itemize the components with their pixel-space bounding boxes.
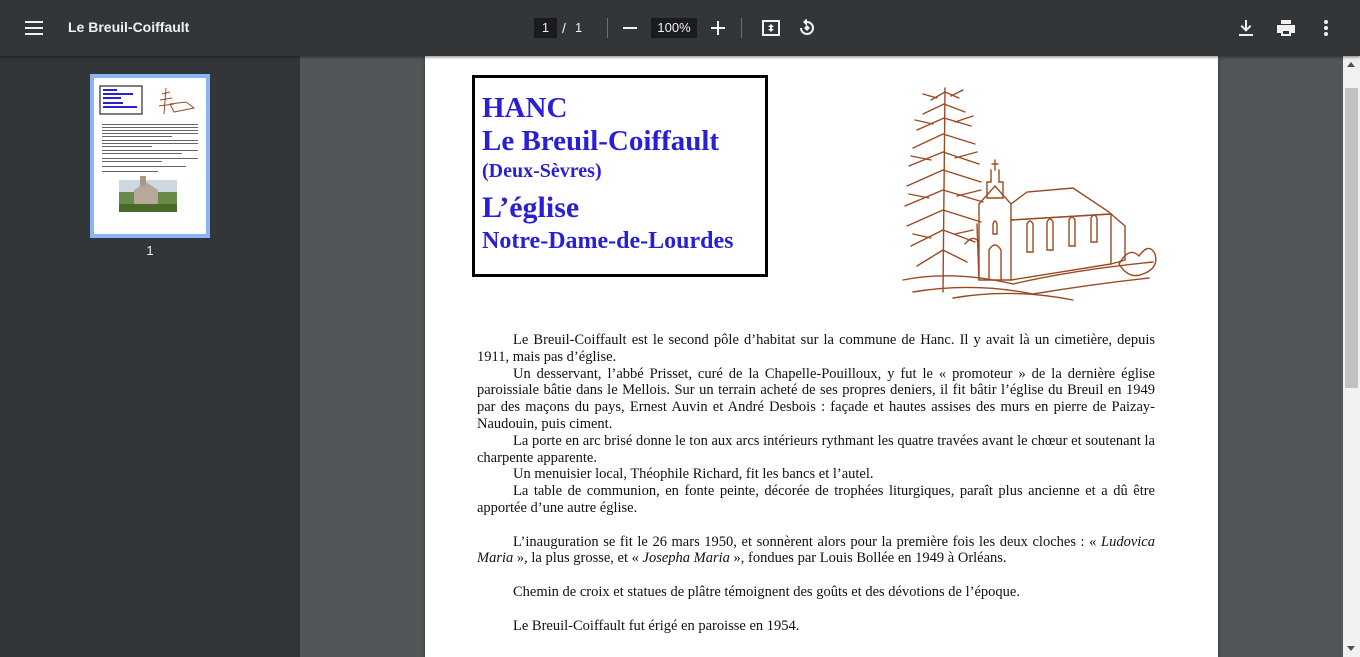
zoom-in-icon (711, 21, 725, 35)
page-number-input[interactable]: 1 (534, 18, 557, 38)
document-title: Le Breuil-Coiffault (68, 19, 190, 35)
more-icon (1324, 20, 1328, 36)
inauguration-text-start: L’inauguration se fit le 26 mars 1950, et sonnèrent alors pour la première fois les deux cloches : « (513, 533, 1102, 550)
toolbar-divider (607, 18, 608, 38)
pdf-toolbar (0, 0, 1360, 56)
more-actions-button[interactable] (1308, 10, 1344, 46)
paragraph-chemin-de-croix: Chemin de croix et statues de plâtre témoignent des goûts et des dévotions de l’époque. (513, 583, 1020, 600)
thumbnail-preview (94, 78, 206, 234)
bell-name-josepha: Josepha Maria (642, 550, 730, 567)
toolbar-divider (741, 18, 742, 38)
thumbnail-sidebar (0, 56, 300, 657)
vertical-scrollbar[interactable] (1343, 56, 1360, 657)
scrollbar-thumb[interactable] (1345, 88, 1358, 388)
zoom-out-icon (623, 27, 637, 29)
menu-icon (25, 21, 43, 35)
church-sketch-image (893, 74, 1159, 302)
paragraph-inauguration (477, 534, 1155, 568)
paragraph-intro: Le Breuil-Coiffault est le second pôle d’habitat sur la commune de Hanc. Il y avait là un cimetière, depuis 1911, mais pas d’église. (477, 332, 1155, 365)
zoom-in-button[interactable] (700, 10, 736, 46)
title-line-department: (Deux-Sèvres) (482, 160, 602, 182)
zoom-out-button[interactable] (612, 10, 648, 46)
page-separator: / (562, 20, 566, 36)
download-button[interactable] (1228, 10, 1264, 46)
paragraph-gap (477, 601, 1155, 618)
bell-name-ludovica: Ludovica Maria (477, 533, 1155, 567)
print-icon (1277, 20, 1295, 36)
page-thumbnail[interactable] (90, 74, 210, 238)
page-total: 1 (575, 20, 583, 35)
pdf-page (425, 56, 1218, 657)
title-line-dedication: Notre-Dame-de-Lourdes (482, 228, 734, 254)
scroll-down-arrow-icon[interactable] (1347, 646, 1355, 651)
paragraph-gap (477, 517, 1155, 534)
menu-button[interactable] (16, 10, 52, 46)
inauguration-text-middle: », la plus grosse, et « (513, 550, 643, 567)
fit-page-button[interactable] (753, 10, 789, 46)
title-line-village: Le Breuil-Coiffault (482, 125, 720, 157)
document-viewer[interactable] (300, 56, 1343, 657)
title-line-eglise: L’église (482, 191, 580, 224)
rotate-icon (798, 19, 816, 37)
thumbnail-page-number: 1 (146, 243, 154, 258)
thumbnail-miniature (94, 78, 206, 234)
paragraph-gap (477, 567, 1155, 584)
inauguration-text-end: », fondues par Louis Bollée en 1949 à Orléans. (729, 550, 1007, 567)
paragraph-table: La table de communion, en fonte peinte, décorée de trophées liturgiques, paraît plus ancienne et a dû être apportée d’une autre église. (477, 483, 1155, 516)
rotate-button[interactable] (789, 10, 825, 46)
paragraph-menuisier: Un menuisier local, Théophile Richard, fit les bancs et l’autel. (513, 466, 874, 483)
title-box (472, 75, 768, 277)
paragraph-paroisse: Le Breuil-Coiffault fut érigé en paroisse en 1954. (513, 617, 800, 634)
document-body (477, 332, 1155, 634)
fit-page-icon (762, 20, 780, 36)
paragraph-porte: La porte en arc brisé donne le ton aux arcs intérieurs rythmant les quatre travées avant le chœur et soutenant la charpente apparente. (477, 432, 1155, 466)
zoom-input[interactable]: 100% (651, 18, 697, 38)
title-line-hanc: HANC (482, 92, 568, 124)
scroll-up-arrow-icon[interactable] (1347, 62, 1355, 67)
print-button[interactable] (1268, 10, 1304, 46)
paragraph-desservant: Un desservant, l’abbé Prisset, curé de la Chapelle-Pouilloux, y fut le « promoteur » de la dernière église paroissiale bâtie dans le Mellois. Sur un terrain acheté de ses propres deniers, il fit bâtir l’église du Breuil en 1949 par des maçons du pays, Ernest Auvin et André Desbois : façade et hautes assises des murs en pierre de Paizay-Naudouin, puis ciment. (477, 365, 1155, 432)
download-icon (1239, 20, 1253, 36)
